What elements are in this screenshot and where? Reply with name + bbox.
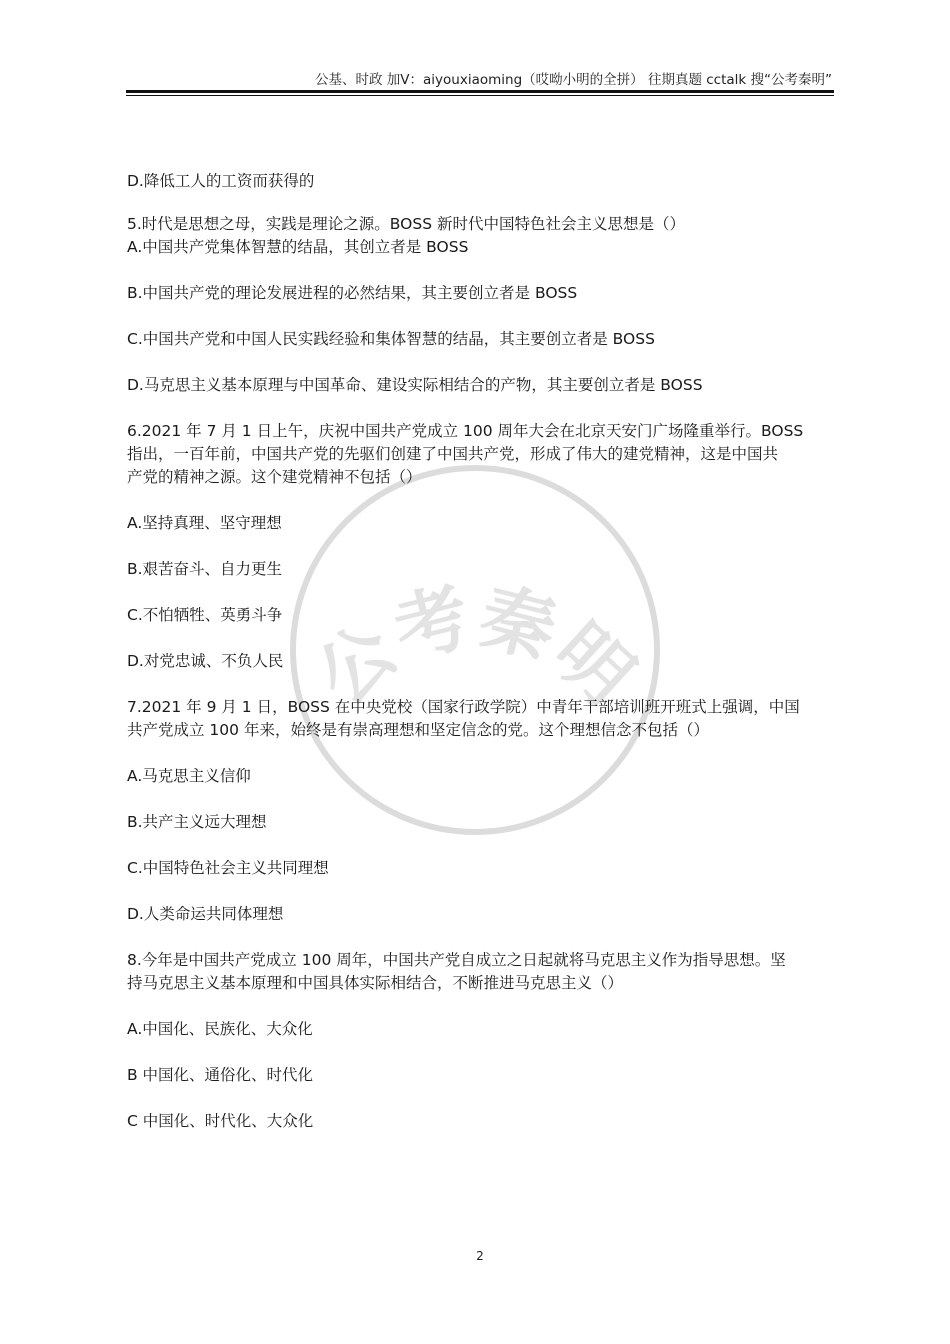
- question-6-option-d: D.对党忠诚、不负人民: [127, 652, 284, 670]
- question-5-stem: 5.时代是思想之母，实践是理论之源。BOSS 新时代中国特色社会主义思想是（）: [127, 215, 685, 233]
- watermark-text-path: 公考秦明: [300, 573, 650, 722]
- header-rule-thin: [126, 95, 834, 96]
- question-7-stem-line-1: 7.2021 年 9 月 1 日，BOSS 在中央党校（国家行政学院）中青年干部培训班开班式上强调，中国: [127, 698, 800, 716]
- question-7-option-c: C.中国特色社会主义共同理想: [127, 859, 329, 877]
- question-5-option-c: C.中国共产党和中国人民实践经验和集体智慧的结晶，其主要创立者是 BOSS: [127, 330, 655, 348]
- question-7-option-d: D.人类命运共同体理想: [127, 905, 284, 923]
- option-line: D.降低工人的工资而获得的: [127, 172, 315, 190]
- question-8-option-b: B 中国化、通俗化、时代化: [127, 1066, 314, 1084]
- question-content: [127, 170, 833, 1133]
- question-7-option-b: B.共产主义远大理想: [127, 813, 267, 831]
- page-number: 2: [476, 1249, 484, 1263]
- question-6-stem-line-3: 产党的精神之源。这个建党精神不包括（）: [127, 468, 422, 486]
- question-5-option-b: B.中国共产党的理论发展进程的必然结果，其主要创立者是 BOSS: [127, 284, 578, 302]
- question-7-stem-line-2: 共产党成立 100 年来，始终是有崇高理想和坚定信念的党。这个理想信念不包括（）: [127, 721, 709, 739]
- question-6-option-b: B.艰苦奋斗、自力更生: [127, 560, 283, 578]
- question-6-option-c: C.不怕牺牲、英勇斗争: [127, 606, 283, 624]
- question-5-option-d: D.马克思主义基本原理与中国革命、建设实际相结合的产物，其主要创立者是 BOSS: [127, 376, 703, 394]
- question-6-option-a: A.坚持真理、坚守理想: [127, 514, 282, 532]
- question-8-stem-line-1: 8.今年是中国共产党成立 100 周年，中国共产党自成立之日起就将马克思主义作为指导思想。坚: [127, 951, 786, 969]
- page-header: 公基、时政 加V：aiyouxiaoming（哎呦小明的全拼） 往期真题 cctalk 搜“公考秦明”: [315, 72, 832, 88]
- question-8-option-c: C 中国化、时代化、大众化: [127, 1112, 314, 1130]
- question-8-stem-line-2: 持马克思主义基本原理和中国具体实际相结合，不断推进马克思主义（）: [127, 974, 624, 992]
- header-rule-thick: [126, 90, 834, 93]
- question-7-option-a: A.马克思主义信仰: [127, 767, 251, 785]
- question-5-option-a: A.中国共产党集体智慧的结晶，其创立者是 BOSS: [127, 238, 469, 256]
- question-8-option-a: A.中国化、民族化、大众化: [127, 1020, 313, 1038]
- question-6-stem-line-1: 6.2021 年 7 月 1 日上午，庆祝中国共产党成立 100 周年大会在北京天安门广场隆重举行。BOSS: [127, 422, 804, 440]
- question-6-stem-line-2: 指出，一百年前，中国共产党的先驱们创建了中国共产党，形成了伟大的建党精神，这是中国共: [127, 445, 779, 463]
